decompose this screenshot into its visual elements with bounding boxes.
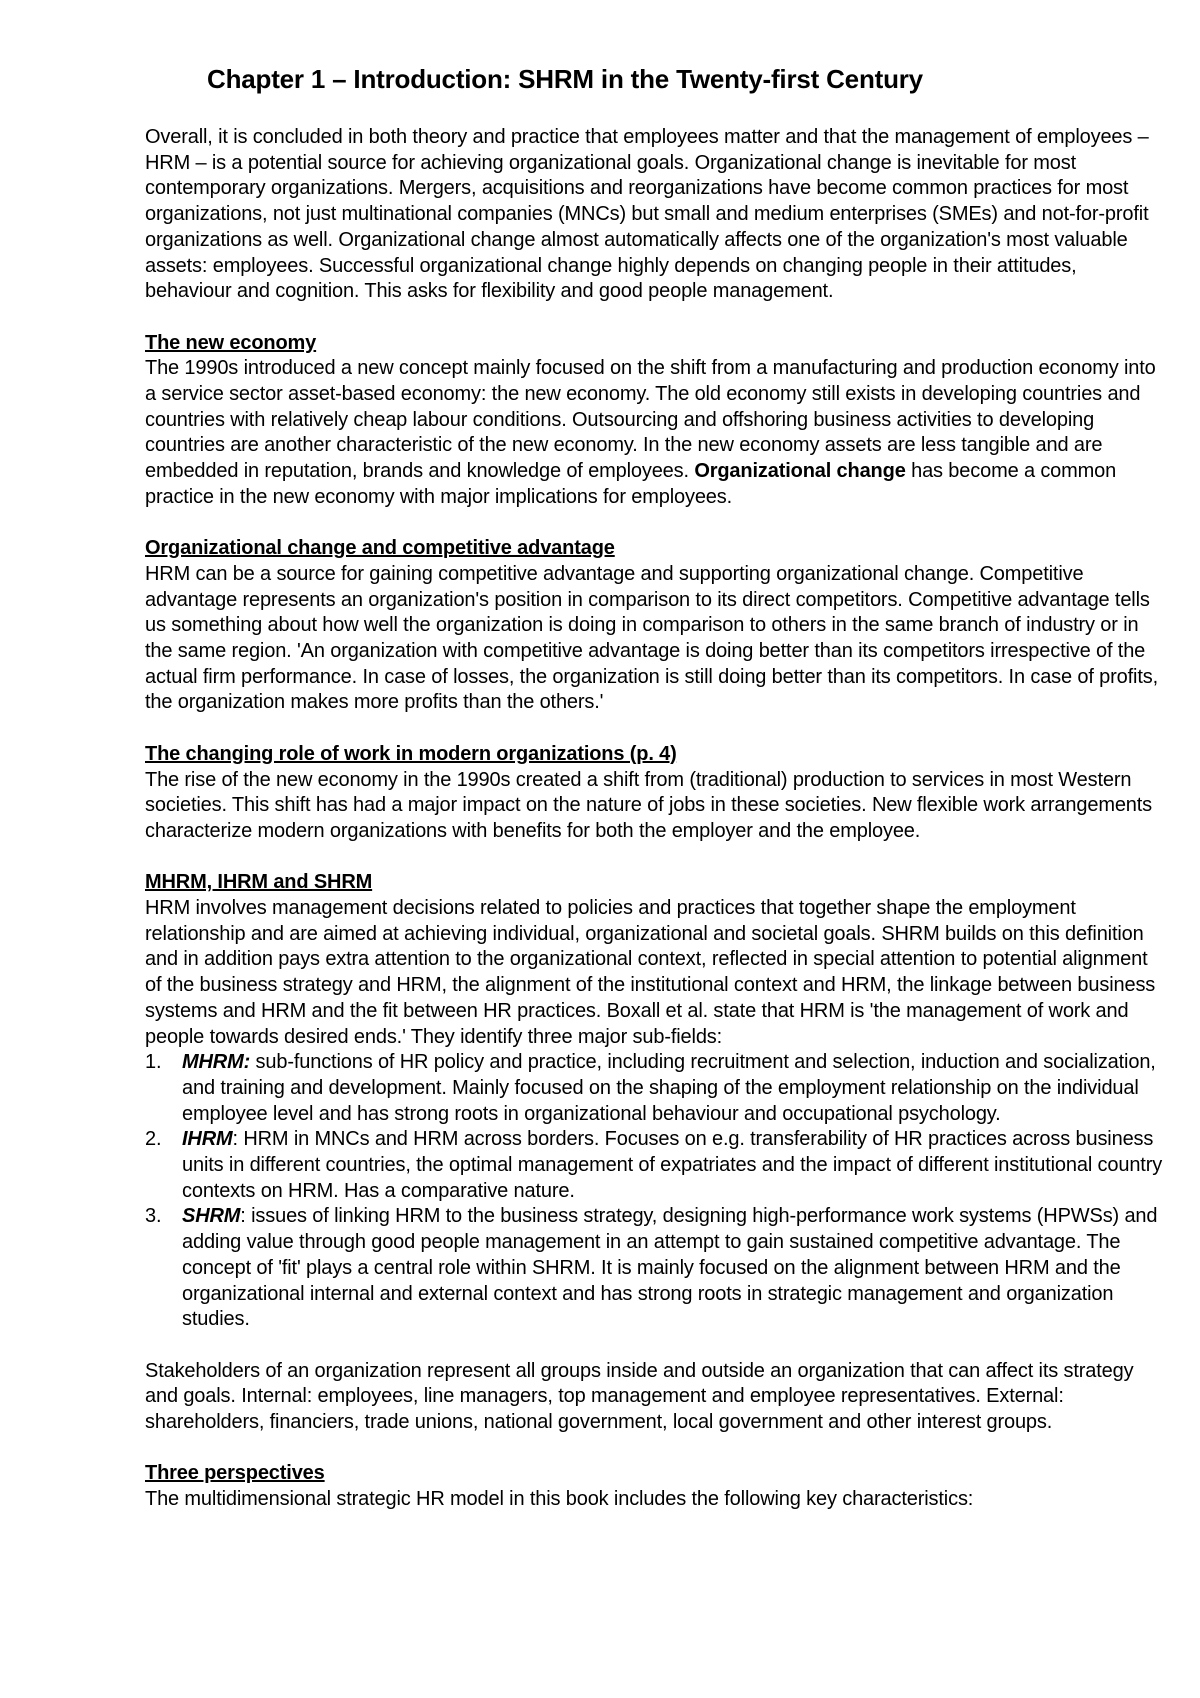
list-item-term: SHRM — [182, 1205, 241, 1228]
stakeholders-paragraph: Stakeholders of an organization represent all groups inside and outside an organization that can affect its strategy and goals. Internal: employees, line managers, top management and employee representatives. External: shareholders, financiers, trade unions, national government, local government and other interest groups. — [145, 1359, 1134, 1434]
section-three-perspectives — [145, 1461, 1165, 1512]
list-item — [145, 1127, 1165, 1204]
new-economy-text-continued: has become a common practice in the new economy with major implications for employees. — [145, 460, 1117, 508]
bold-term-organizational-change: Organizational change — [694, 460, 906, 483]
list-item-number: 1. — [145, 1051, 162, 1074]
chapter-title: Chapter 1 – Introduction: SHRM in the Twenty-first Century — [207, 64, 923, 94]
new-economy-text: The 1990s introduced a new concept mainly focused on the shift from a manufacturing and production economy into a service sector asset-based economy: the new economy. The old economy still exists in developing countries and countries with relatively cheap labour conditions. Outsourcing and offshoring business activities to developing countries are another characteristic of the new economy. In the new economy assets are less tangible and are embedded in reputation, brands and knowledge of employees. — [145, 357, 1156, 483]
list-item-number: 2. — [145, 1128, 162, 1151]
section-heading-three-perspectives: Three perspectives — [145, 1462, 325, 1485]
changing-role-text: The rise of the new economy in the 1990s created a shift from (traditional) production to services in most Western societies. This shift has had a major impact on the nature of jobs in these societies. New flexible work arrangements characterize modern organizations with benefits for both the employer and the employee. — [145, 768, 1153, 842]
list-item-text: : issues of linking HRM to the business strategy, designing high-performance work systems (HPWSs) and adding value through good people management in an attempt to gain sustained competitive advantage. The concept of 'fit' plays a central role within SHRM. It is mainly focused on the alignment between HRM and the organizational internal and external context and has strong roots in strategic management and organization studies. — [182, 1205, 1158, 1331]
list-item-number: 3. — [145, 1205, 162, 1228]
list-item-text: sub-functions of HR policy and practice, including recruitment and selection, induction and socialization, and training and development. Mainly focused on the shaping of the employment relationship on the individual employee level and has strong roots in organizational behaviour and occupational psychology. — [182, 1051, 1156, 1125]
section-new-economy — [145, 331, 1165, 511]
three-perspectives-text: The multidimensional strategic HR model in this book includes the following key characteristics: — [145, 1488, 974, 1511]
list-item-term: MHRM: — [182, 1051, 251, 1074]
list-item-text: : HRM in MNCs and HRM across borders. Focuses on e.g. transferability of HR practices across business units in different countries, the optimal management of expatriates and the impact of different institutional country contexts on HRM. Has a comparative nature. — [182, 1128, 1163, 1202]
section-competitive-advantage — [145, 536, 1165, 716]
list-item — [145, 1204, 1165, 1333]
intro-paragraph: Overall, it is concluded in both theory and practice that employees matter and that the management of employees – HRM – is a potential source for achieving organizational goals. Organizational change is inevitable for most contemporary organizations. Mergers, acquisitions and reorganizations have become common practices for most organizations, not just multinational companies (MNCs) but small and medium enterprises (SMEs) and not-for-profit organizations as well. Organizational change almost automatically affects one of the organization's most valuable assets: employees. Successful organizational change highly depends on changing people in their attitudes, behaviour and cognition. This asks for flexibility and good people management. — [145, 126, 1149, 303]
section-changing-role — [145, 742, 1165, 845]
section-heading-competitive-advantage: Organizational change and competitive advantage — [145, 537, 615, 560]
mhrm-ihrm-shrm-text: HRM involves management decisions related to policies and practices that together shape the employment relationship and are aimed at achieving individual, organizational and societal goals. SHRM builds on this definition and in addition pays extra attention to the organizational context, reflected in special attention to potential alignment of the business strategy and HRM, the alignment of the institutional context and HRM, the linkage between business systems and HRM and the fit between HR practices. Boxall et al. state that HRM is 'the management of work and people towards desired ends.' They identify three major sub-fields: — [145, 897, 1156, 1048]
list-item — [145, 1050, 1165, 1127]
section-heading-mhrm-ihrm-shrm: MHRM, IHRM and SHRM — [145, 871, 373, 894]
list-item-term: IHRM — [182, 1128, 233, 1151]
subfields-list — [145, 1050, 1165, 1333]
section-heading-changing-role: The changing role of work in modern organizations (p. 4) — [145, 742, 677, 765]
section-mhrm-ihrm-shrm — [145, 870, 1165, 1333]
document-content — [145, 62, 1165, 1539]
section-heading-new-economy: The new economy — [145, 331, 317, 354]
competitive-advantage-text: HRM can be a source for gaining competitive advantage and supporting organizational change. Competitive advantage represents an organization's position in comparison to its direct competitors. Competitive advantage tells us something about how well the organization is doing in comparison to others in the same branch of industry or in the same region. 'An organization with competitive advantage is doing better than its competitors irrespective of the actual firm performance. In case of losses, the organization is still doing better than its competitors. In case of profits, the organization makes more profits than the others.' — [145, 562, 1159, 714]
